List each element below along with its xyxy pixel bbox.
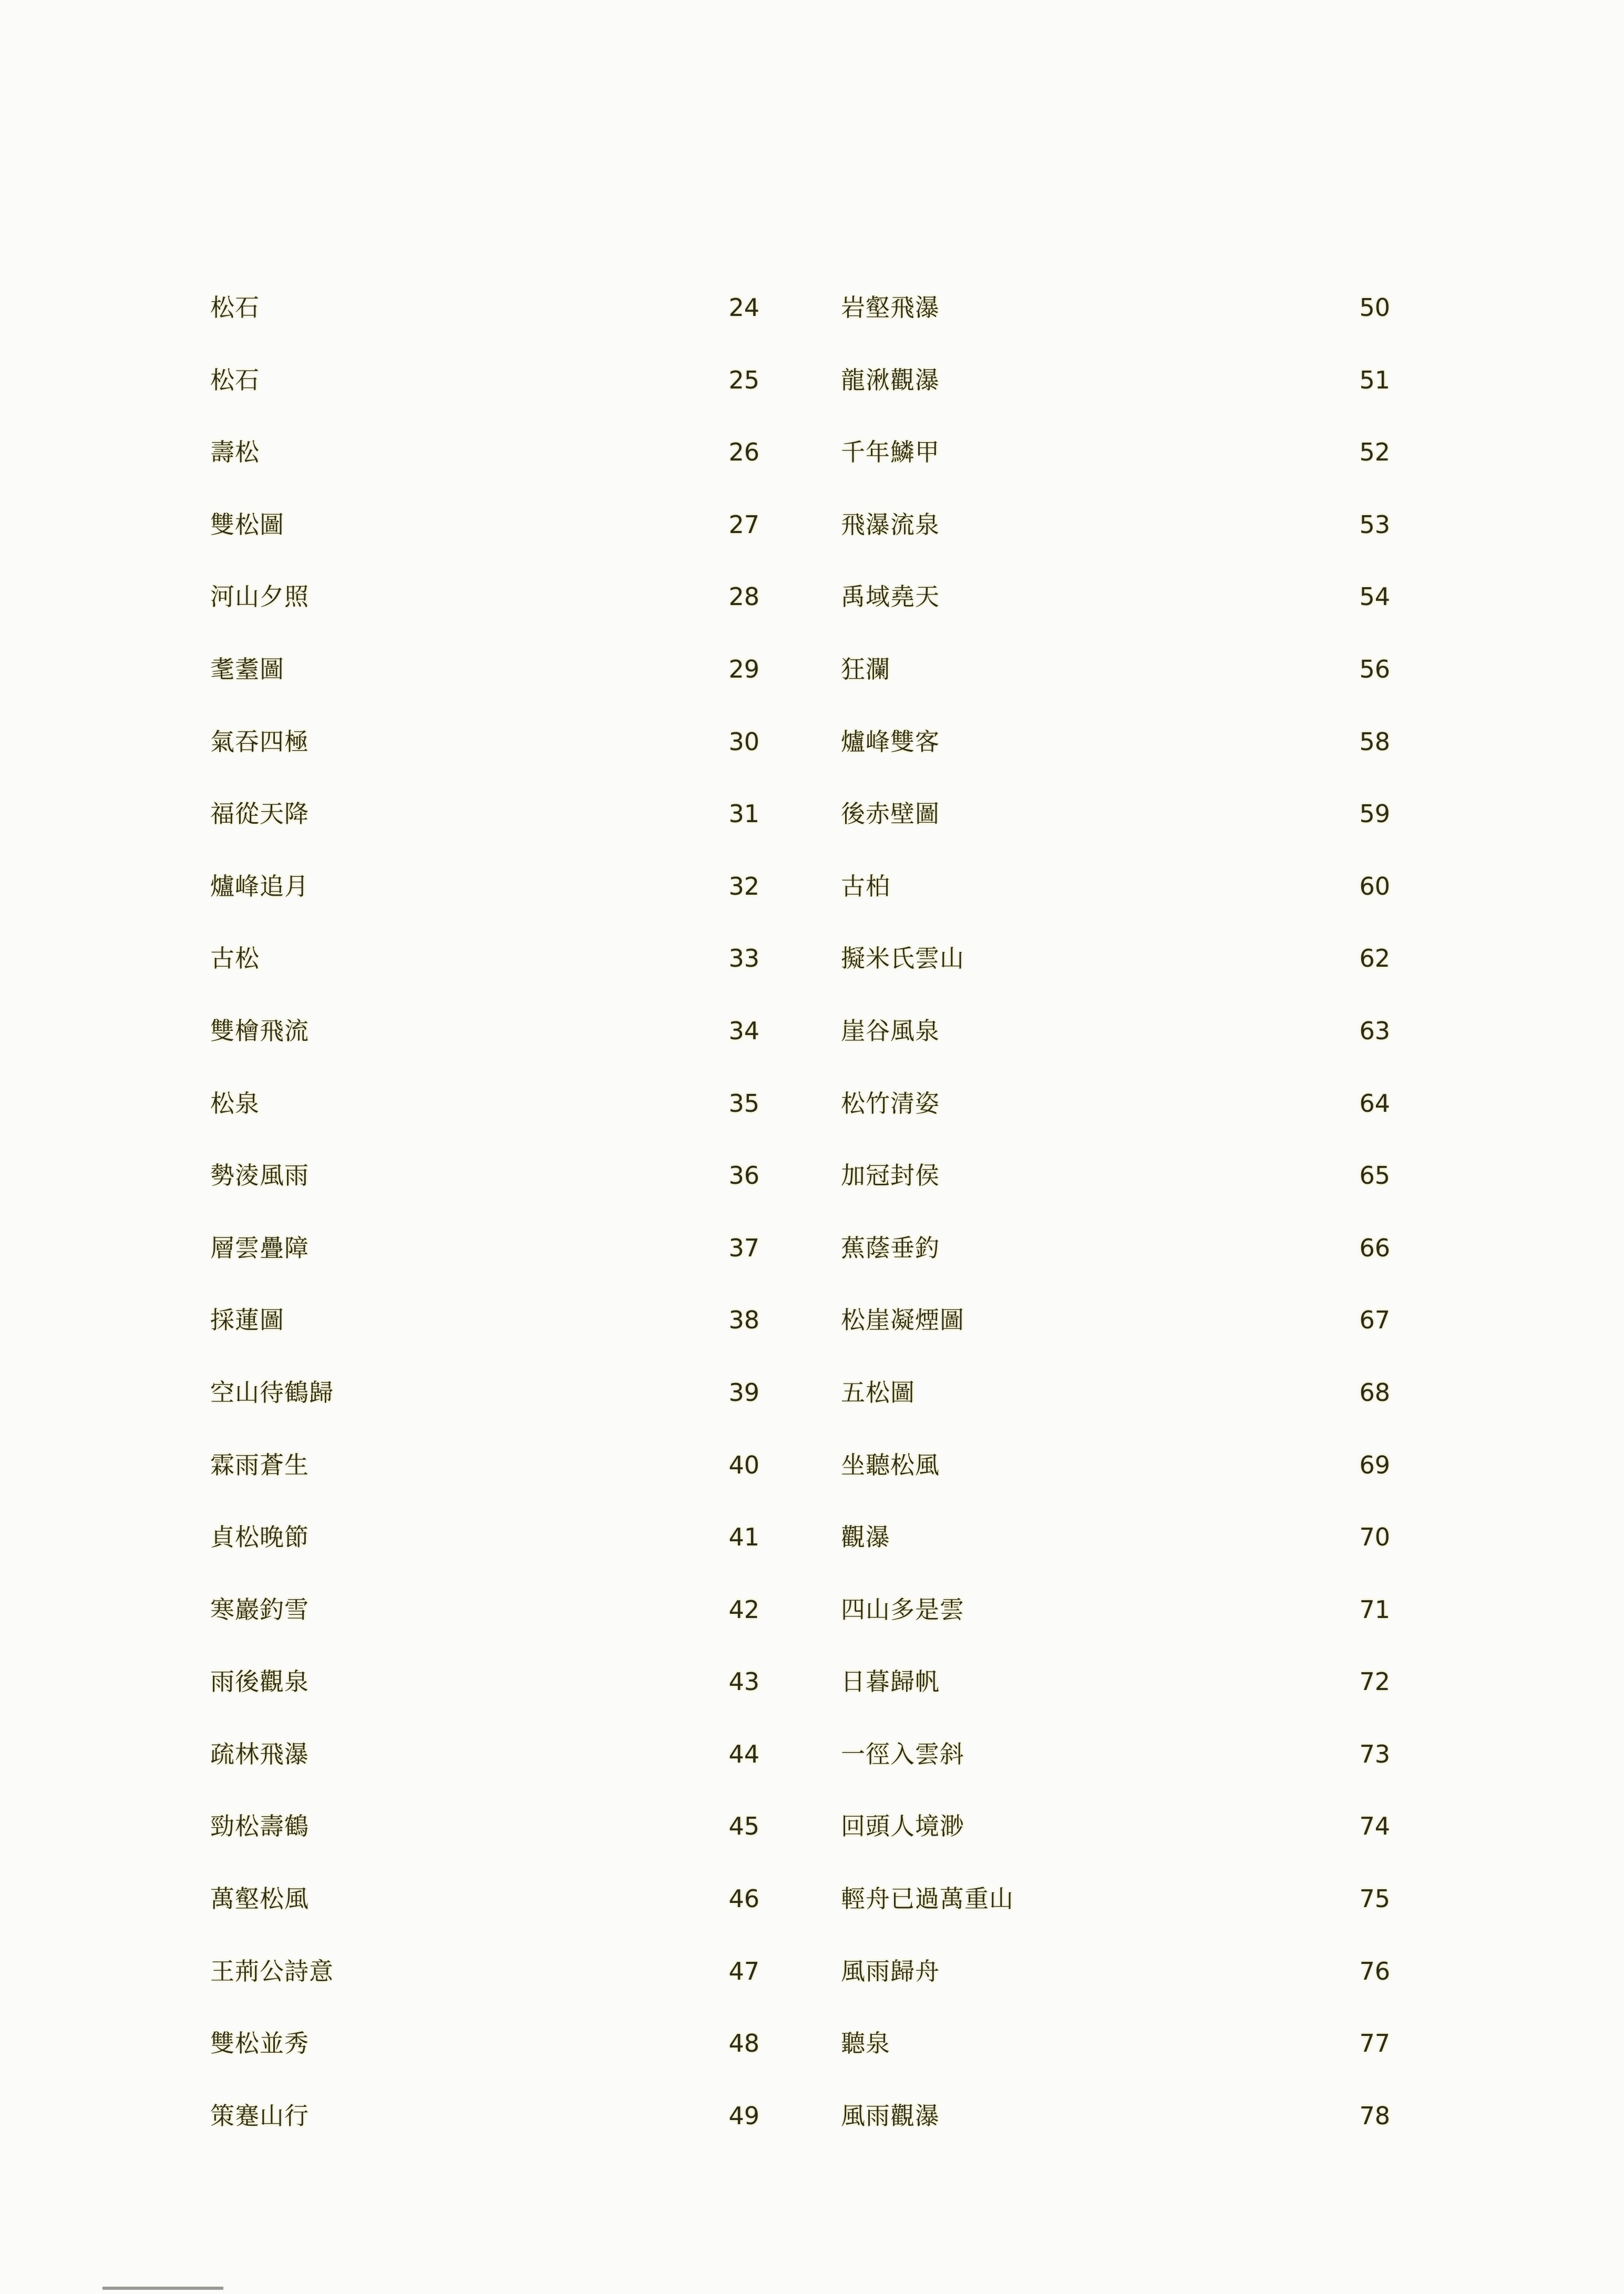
- toc-entry-title: 雙檜飛流: [210, 1016, 309, 1045]
- toc-entry-title: 一徑入雲斜: [841, 1739, 964, 1768]
- toc-entry: [210, 292, 759, 364]
- toc-entry-page-number: 75: [1359, 1885, 1390, 1913]
- toc-entry: [841, 292, 1390, 364]
- toc-entry: [841, 871, 1390, 943]
- toc-entry-title: 貞松晚節: [210, 1523, 309, 1552]
- toc-entry-page-number: 63: [1359, 1016, 1390, 1045]
- toc-entry: [841, 581, 1390, 653]
- toc-entry: [841, 1304, 1390, 1377]
- toc-entry-title: 氣吞四極: [210, 727, 309, 756]
- toc-entry-page-number: 71: [1359, 1595, 1390, 1624]
- toc-entry-page-number: 69: [1359, 1450, 1390, 1479]
- toc-entry: [210, 1810, 759, 1883]
- toc-entry-page-number: 29: [728, 654, 759, 683]
- toc-entry-page-number: 62: [1359, 944, 1390, 973]
- toc-entry-page-number: 51: [1359, 365, 1390, 394]
- toc-entry-title: 爐峰追月: [210, 872, 309, 900]
- toc-entry-title: 風雨歸舟: [841, 1957, 940, 1985]
- toc-entry-title: 禹域堯天: [841, 582, 940, 611]
- toc-entry: [210, 1738, 759, 1811]
- toc-entry-title: 輕舟已過萬重山: [841, 1885, 1014, 1913]
- toc-entry-title: 松竹清姿: [841, 1089, 940, 1118]
- toc-entry-title: 崖谷風泉: [841, 1016, 940, 1045]
- toc-entry: [210, 1015, 759, 1088]
- toc-entry: [841, 509, 1390, 581]
- toc-entry: [841, 1955, 1390, 2028]
- toc-entry-title: 古柏: [841, 872, 890, 900]
- toc-entry: [210, 1666, 759, 1738]
- toc-entry: [841, 653, 1390, 726]
- toc-entry: [210, 1232, 759, 1305]
- toc-entry-title: 四山多是雲: [841, 1595, 964, 1624]
- toc-entry-title: 回頭人境渺: [841, 1812, 964, 1841]
- toc-entry-page-number: 38: [728, 1306, 759, 1335]
- toc-entry-page-number: 77: [1359, 2029, 1390, 2058]
- toc-entry-title: 飛瀑流泉: [841, 510, 940, 539]
- toc-entry-page-number: 65: [1359, 1161, 1390, 1190]
- toc-entry-page-number: 78: [1359, 2101, 1390, 2130]
- toc-entry-title: 岩壑飛瀑: [841, 293, 940, 322]
- toc-entry-page-number: 50: [1359, 293, 1390, 322]
- toc-entry-title: 古松: [210, 944, 260, 973]
- toc-entry-title: 爐峰雙客: [841, 727, 940, 756]
- toc-entry-page-number: 28: [728, 582, 759, 611]
- toc-column-right: [841, 292, 1390, 2172]
- toc-entry: [210, 1449, 759, 1522]
- toc-entry-title: 層雲疊障: [210, 1233, 309, 1262]
- toc-entry-title: 觀瀑: [841, 1523, 890, 1552]
- toc-entry: [841, 2100, 1390, 2173]
- toc-entry-page-number: 41: [728, 1523, 759, 1552]
- toc-entry-title: 後赤壁圖: [841, 800, 940, 828]
- toc-entry-title: 河山夕照: [210, 582, 309, 611]
- toc-entry: [210, 436, 759, 509]
- toc-entry: [210, 509, 759, 581]
- toc-entry: [210, 943, 759, 1015]
- toc-column-left: [210, 292, 759, 2172]
- toc-entry-page-number: 39: [728, 1378, 759, 1407]
- toc-entry-page-number: 59: [1359, 800, 1390, 828]
- toc-entry: [210, 1955, 759, 2028]
- toc-entry-page-number: 43: [728, 1667, 759, 1696]
- toc-entry: [841, 2027, 1390, 2100]
- bottom-edge-mark: [102, 2287, 223, 2290]
- toc-entry: [210, 871, 759, 943]
- toc-entry: [841, 1666, 1390, 1738]
- toc-entry: [841, 1738, 1390, 1811]
- toc-entry-title: 採蓮圖: [210, 1306, 284, 1335]
- toc-entry-page-number: 67: [1359, 1306, 1390, 1335]
- toc-entry: [841, 798, 1390, 871]
- toc-entry: [841, 1449, 1390, 1522]
- toc-entry: [210, 726, 759, 798]
- toc-entry: [841, 1521, 1390, 1594]
- toc-entry: [841, 1160, 1390, 1232]
- toc-entry-page-number: 68: [1359, 1378, 1390, 1407]
- toc-entry-title: 蕉蔭垂釣: [841, 1233, 940, 1262]
- toc-entry-title: 勢淩風雨: [210, 1161, 309, 1190]
- toc-entry-page-number: 70: [1359, 1523, 1390, 1552]
- toc-entry: [841, 1377, 1390, 1449]
- toc-entry-title: 雙松並秀: [210, 2029, 309, 2058]
- toc-entry: [210, 1377, 759, 1449]
- toc-entry-page-number: 45: [728, 1812, 759, 1841]
- toc-entry-title: 日暮歸帆: [841, 1667, 940, 1696]
- toc-entry: [210, 653, 759, 726]
- toc-entry: [841, 1883, 1390, 1955]
- toc-entry-title: 擬米氏雲山: [841, 944, 964, 973]
- toc-entry-title: 龍湫觀瀑: [841, 365, 940, 394]
- toc-entry-page-number: 64: [1359, 1089, 1390, 1118]
- toc-entry: [841, 1594, 1390, 1666]
- toc-entry: [841, 436, 1390, 509]
- toc-entry-page-number: 56: [1359, 654, 1390, 683]
- toc-entry-title: 松石: [210, 293, 260, 322]
- toc-entry-page-number: 24: [728, 293, 759, 322]
- toc-entry: [841, 1015, 1390, 1088]
- toc-entry-title: 松崖凝煙圖: [841, 1306, 964, 1335]
- toc-entry-title: 五松圖: [841, 1378, 915, 1407]
- toc-entry: [210, 1088, 759, 1160]
- toc-entry-title: 雨後觀泉: [210, 1667, 309, 1696]
- toc-entry: [841, 943, 1390, 1015]
- toc-entry-page-number: 76: [1359, 1957, 1390, 1985]
- toc-entry-page-number: 36: [728, 1161, 759, 1190]
- toc-entry-page-number: 42: [728, 1595, 759, 1624]
- toc-entry-page-number: 44: [728, 1739, 759, 1768]
- toc-entry-title: 雙松圖: [210, 510, 284, 539]
- toc-entry-page-number: 30: [728, 727, 759, 756]
- toc-entry: [841, 1088, 1390, 1160]
- toc-entry-page-number: 25: [728, 365, 759, 394]
- toc-entry-page-number: 66: [1359, 1233, 1390, 1262]
- toc-entry: [210, 1304, 759, 1377]
- toc-entry-page-number: 73: [1359, 1739, 1390, 1768]
- toc-entry-page-number: 35: [728, 1089, 759, 1118]
- toc-entry-page-number: 58: [1359, 727, 1390, 756]
- toc-entry: [841, 726, 1390, 798]
- toc-entry-page-number: 32: [728, 872, 759, 900]
- toc-entry-page-number: 37: [728, 1233, 759, 1262]
- toc-entry-title: 松石: [210, 365, 260, 394]
- toc-entry-page-number: 53: [1359, 510, 1390, 539]
- toc-entry-page-number: 49: [728, 2101, 759, 2130]
- toc-entry-title: 霖雨蒼生: [210, 1450, 309, 1479]
- toc-entry: [210, 1883, 759, 1955]
- toc-entry-page-number: 27: [728, 510, 759, 539]
- toc-entry-page-number: 33: [728, 944, 759, 973]
- toc-entry-page-number: 46: [728, 1885, 759, 1913]
- toc-entry-title: 壽松: [210, 438, 260, 467]
- toc-entry-title: 寒巖釣雪: [210, 1595, 309, 1624]
- toc-entry-title: 王荊公詩意: [210, 1957, 334, 1985]
- toc-entry-page-number: 74: [1359, 1812, 1390, 1841]
- toc-entry-title: 勁松壽鶴: [210, 1812, 309, 1841]
- toc-entry-title: 風雨觀瀑: [841, 2101, 940, 2130]
- toc-entry: [210, 581, 759, 653]
- toc-entry-title: 萬壑松風: [210, 1885, 309, 1913]
- toc-entry: [841, 1232, 1390, 1305]
- toc-entry-title: 策蹇山行: [210, 2101, 309, 2130]
- toc-entry-page-number: 31: [728, 800, 759, 828]
- toc-entry: [841, 364, 1390, 437]
- toc-entry: [210, 798, 759, 871]
- toc-entry-title: 松泉: [210, 1089, 260, 1118]
- toc-entry: [210, 2100, 759, 2173]
- toc-entry-page-number: 47: [728, 1957, 759, 1985]
- toc-entry-title: 空山待鶴歸: [210, 1378, 334, 1407]
- toc-entry-page-number: 26: [728, 438, 759, 467]
- toc-entry-page-number: 54: [1359, 582, 1390, 611]
- toc-entry: [210, 1160, 759, 1232]
- toc-entry-page-number: 48: [728, 2029, 759, 2058]
- toc-entry: [210, 1521, 759, 1594]
- toc-entry-page-number: 72: [1359, 1667, 1390, 1696]
- toc-entry-title: 耄耋圖: [210, 654, 284, 683]
- toc-entry-page-number: 34: [728, 1016, 759, 1045]
- toc-entry: [210, 364, 759, 437]
- toc-entry-title: 狂瀾: [841, 654, 890, 683]
- toc-entry-title: 坐聽松風: [841, 1450, 940, 1479]
- toc-entry-page-number: 60: [1359, 872, 1390, 900]
- toc-entry: [210, 1594, 759, 1666]
- toc-entry-title: 千年鱗甲: [841, 438, 940, 467]
- toc-entry-title: 聽泉: [841, 2029, 890, 2058]
- toc-entry: [210, 2027, 759, 2100]
- toc-entry-page-number: 40: [728, 1450, 759, 1479]
- toc-entry-title: 疏林飛瀑: [210, 1739, 309, 1768]
- toc-entry-title: 福從天降: [210, 800, 309, 828]
- toc-entry-page-number: 52: [1359, 438, 1390, 467]
- toc-entry-title: 加冠封侯: [841, 1161, 940, 1190]
- toc-entry: [841, 1810, 1390, 1883]
